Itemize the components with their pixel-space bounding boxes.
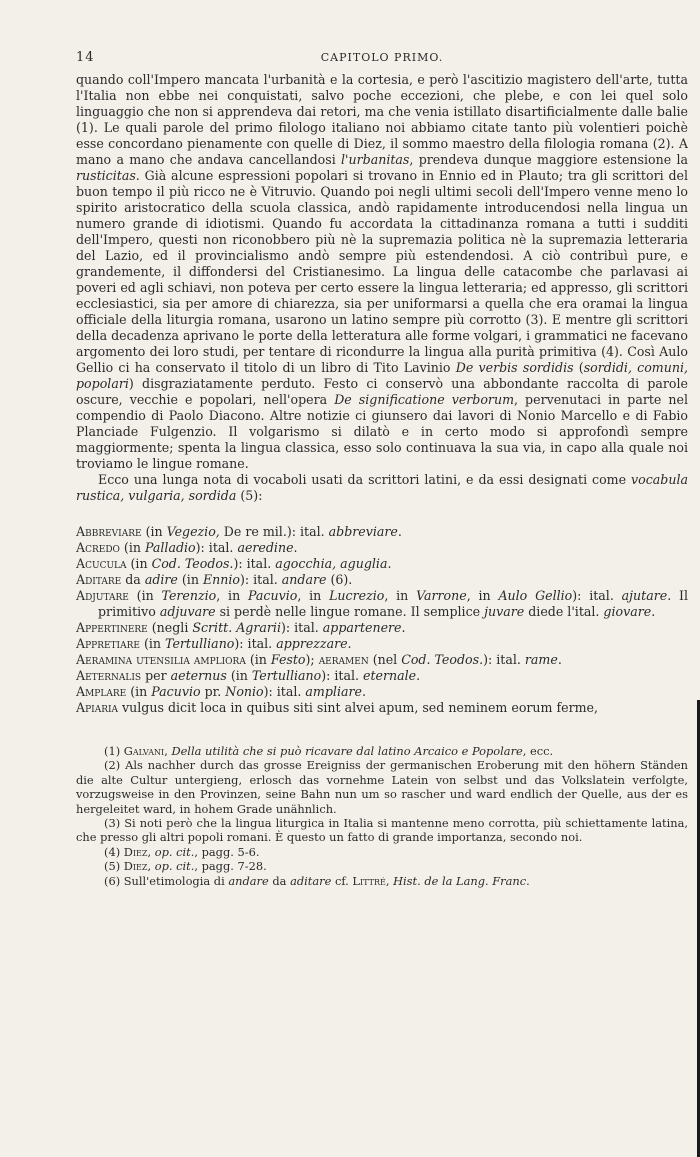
- vocab-entry: Acucula (in Cod. Teodos.): ital. agocchia, aguglia.: [76, 556, 392, 571]
- vocab-entry: Aeramina utensilia ampliora (in Festo); aeramen (nel Cod. Teodos.): ital. rame.: [76, 652, 562, 667]
- vocab-entry: Aditare da adire (in Ennio): ital. andare (6).: [76, 572, 353, 587]
- footnote-2: (2) Als nachher durch das grosse Ereigniss der germanischen Eroberung mit den höhern Ständen die alte Cultur untergieng, erlosch das vornehme Latein von selbst und das Volkslatein verfolgte, vorzugsweise in den Provinzen, seine Bahn nun um so rascher und ward endlich der Quelle, aus der es hergeleitet ward, in hohem Grade unähnlich.: [76, 758, 688, 816]
- vocab-entry: Apiaria vulgus dicit loca in quibus siti sint alvei apum, sed neminem eorum ferme,: [76, 700, 599, 715]
- footnote-3: (3) Si noti però che la lingua liturgica in Italia si mantenne meno corrotta, più schiettamente latina, che presso gli altri popoli romani. È questo un fatto di grande importanza, secondo noi.: [76, 816, 688, 845]
- footnote-1: (1) Galvani, Della utilità che si può ricavare dal latino Arcaico e Popolare, ecc.: [104, 744, 554, 758]
- vocab-entry: Adjutare (in Terenzio, in Pacuvio, in Lucrezio, in Varrone, in Aulo Gellio): ital. ajutare. Il primitivo adjuvare si perdè nelle lingue romane. Il semplice juvare diede l'ital. giovare.: [76, 588, 689, 619]
- vocab-entry: Appretiare (in Tertulliano): ital. apprezzare.: [76, 636, 352, 651]
- page-number: 14: [76, 50, 95, 65]
- paragraph: quando coll'Impero mancata l'urbanità e la cortesia, e però l'ascitizio magistero dell'arte, tutta l'Italia non ebbe nei conquistati, salvo poche eccezioni, che plebe, e con lei quel solo linguaggio che non si apprendeva dai retori, ma che venia istillato disartificialmente dalle balie (1). Le quali parole del primo filologo italiano noi abbiamo citate tanto più volentieri poichè esse concordano pienamente con quelle di Diez, il sommo maestro della filologia romana (2). A mano a mano che andava cancellandosi l'urbanitas, prendeva dunque maggiore estensione la rusticitas. Già alcune espressioni popolari si trovano in Ennio ed in Plauto; tra gli scrittori del buon tempo il più ricco ne è Vitruvio. Quando poi negli ultimi secoli dell'Impero venne meno lo spirito aristocratico della scuola classica, andò rapidamente introducendosi nella lingua un numero grande di idiotismi. Quando fu accordata la cittadinanza romana a tutti i sudditi dell'Impero, questi non riconobbero più nè la supremazia politica nè la supremazia letteraria del Lazio, ed il provincialismo andò sempre più estendendosi. A ciò contribuì pure, e grandemente, il diffondersi del Cristianesimo. La lingua delle catacombe che parlavasi ai poveri ed agli schiavi, non poteva per certo essere la lingua letteraria; ed appresso, gli scrittori ecclesiastici, sia per amore di chiarezza, sia per uniformarsi a quella che era oramai la lingua officiale della liturgia romana, usarono un latino sempre più corrotto (3). E mentre gli scrittori della decadenza aprivano le porte della letteratura alle forme volgari, i grammatici ne facevano argomento dei loro studi, per tentare di ricondurre la lingua alla purità primitiva (4). Così Aulo Gellio ci ha conservato il titolo di un libro di Tito Lavinio De verbis sordidis (sordidi, comuni, popolari) disgraziatamente perduto. Festo ci conservò una abbondante raccolta di parole oscure, vecchie e popolari, nell'opera De significatione verborum, pervenutaci in parte nel compendio di Paolo Diacono. Altre notizie ci giunsero dai lavori di Nonio Marcello e di Fabio Planciade Fulgenzio. Il volgarismo si dilatò e in certo modo si approfondì sempre maggiormente; spenta la lingua classica, esso solo continuava la sua via, in capo alla quale noi troviamo le lingue romane.: [76, 72, 688, 471]
- main-text: [76, 72, 688, 504]
- vocab-entry: Amplare (in Pacuvio pr. Nonio): ital. ampliare.: [76, 684, 366, 699]
- page-header: [76, 50, 688, 72]
- vocab-entry: Abbreviare (in Vegezio, De re mil.): ital. abbreviare.: [76, 524, 402, 539]
- running-head: CAPITOLO PRIMO.: [320, 51, 444, 64]
- footnote-5: (5) Diez, op. cit., pagg. 7-28.: [104, 859, 267, 874]
- book-page: [76, 50, 688, 888]
- vocab-entry: Aeternalis per aeternus (in Tertulliano): ital. eternale.: [76, 668, 421, 683]
- vocab-entry: Acredo (in Palladio): ital. aeredine.: [76, 540, 298, 555]
- footnote-6: (6) Sull'etimologia di andare da aditare cf. Littré, Hist. de la Lang. Franc.: [104, 873, 530, 888]
- paragraph: Ecco una lunga nota di vocaboli usati da scrittori latini, e da essi designati come vocabula rustica, vulgaria, sordida (5):: [76, 472, 688, 503]
- vocabulary-list: [76, 524, 688, 716]
- footnotes: [76, 744, 688, 888]
- vocab-entry: Appertinere (negli Scritt. Agrarii): ital. appartenere.: [76, 620, 406, 635]
- footnote-4: (4) Diez, op. cit., pagg. 5-6.: [104, 844, 260, 859]
